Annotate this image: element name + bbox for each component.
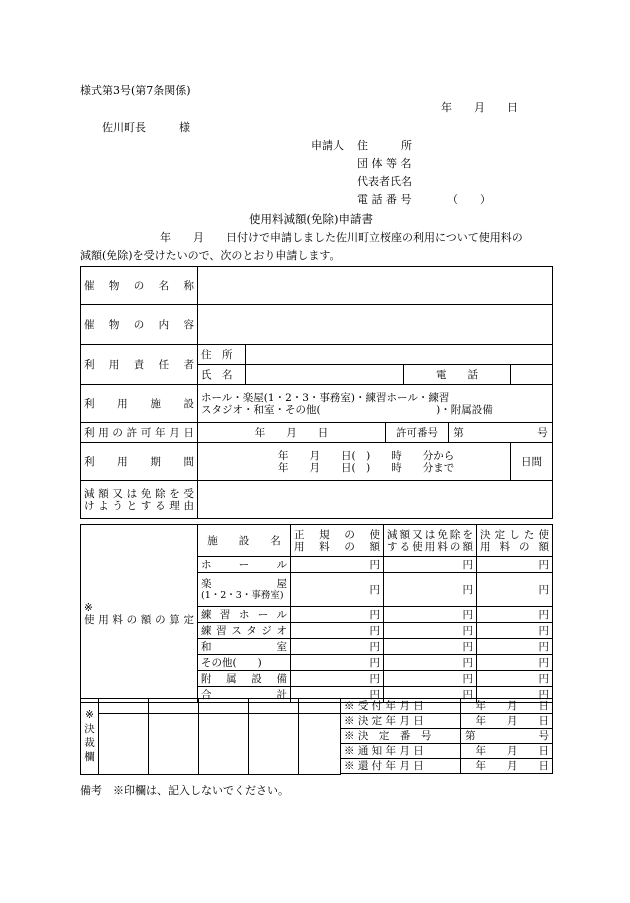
responsible-label: 利用責任者 (81, 345, 198, 385)
fee-regular[interactable]: 円 (291, 639, 384, 655)
stamp-box[interactable] (149, 714, 199, 775)
fee-regular[interactable]: 円 (291, 607, 384, 623)
fee-reduced[interactable]: 円 (384, 557, 477, 573)
document-title: 使用料減額(免除)申請書 (249, 212, 373, 226)
fee-label-cell (81, 525, 198, 703)
application-table (80, 266, 553, 519)
row-event-name (81, 267, 553, 305)
stamp-box[interactable] (199, 714, 249, 775)
row-responsible-address (81, 345, 553, 365)
row-permit (81, 423, 553, 443)
resp-name-field[interactable] (246, 365, 404, 385)
fee-decided[interactable]: 円 (477, 557, 553, 573)
fee-reduced[interactable]: 円 (384, 623, 477, 639)
applicant-org-label: 団 体 等 名 (357, 157, 412, 170)
fee-item-gakuya-sub: (1・2・3・事務室) (201, 590, 284, 601)
fee-decided[interactable]: 円 (477, 655, 553, 671)
row-event-content (81, 305, 553, 345)
fee-table (80, 524, 553, 703)
row-facility (81, 385, 553, 423)
decision-row-value[interactable]: 年 月 日 (461, 759, 553, 774)
decision-row (81, 714, 553, 729)
fee-header-row (81, 525, 553, 557)
fee-label: 使用料の額の算定 (84, 613, 194, 626)
event-name-field[interactable] (198, 267, 553, 305)
note: 備考 ※印欄は、記入しないでください。 (80, 784, 289, 797)
applicant-phone-paren: （ ） (447, 193, 491, 206)
stamp-cell[interactable] (249, 699, 299, 714)
form-number: 様式第3号(第7条関係) (80, 84, 191, 97)
period-label: 利用期間 (81, 443, 198, 481)
applicant-label: 申請人 (311, 139, 344, 152)
event-content-label: 催物の内容 (81, 305, 198, 345)
stamp-cell[interactable] (99, 699, 149, 714)
decision-row-label: ※ 決 定 年 月 日 (341, 714, 461, 729)
fee-item-practice-hall: 練習ホール (198, 607, 291, 623)
resp-phone-field[interactable] (511, 365, 553, 385)
reason-line-2: けようとする理由 (84, 499, 194, 512)
fee-decided[interactable]: 円 (477, 573, 553, 607)
fee-header-facility: 施 設 名 (198, 525, 291, 557)
period-field[interactable] (198, 443, 511, 481)
decision-label: ※ 決 裁 欄 (81, 699, 99, 775)
reason-label (81, 481, 198, 519)
fee-regular[interactable]: 円 (291, 623, 384, 639)
decision-row (81, 699, 553, 714)
fee-decided[interactable]: 円 (477, 687, 553, 703)
decision-row-label: ※ 還 付 年 月 日 (341, 759, 461, 774)
fee-regular[interactable]: 円 (291, 573, 384, 607)
permit-date-value[interactable]: 年 月 日 (198, 423, 386, 443)
decision-row-label: ※ 決 定 番 号 (341, 729, 461, 744)
reason-line-1: 減額又は免除を受 (84, 487, 194, 500)
decision-table (80, 698, 553, 775)
fee-regular[interactable]: 円 (291, 655, 384, 671)
fee-header-regular: 正 規 の 使 用 料 の 額 (291, 525, 384, 557)
intro-line-2: 減額(免除)を受けたいので、次のとおり申請します。 (80, 249, 341, 262)
fee-item-total: 合 計 (198, 687, 291, 703)
fee-decided[interactable]: 円 (477, 639, 553, 655)
resp-address-field[interactable] (246, 345, 553, 365)
stamp-box[interactable] (249, 714, 299, 775)
fee-reduced[interactable]: 円 (384, 655, 477, 671)
facility-line-2: スタジオ・和室・その他( )・附属設備 (201, 403, 493, 416)
stamp-box[interactable] (99, 714, 149, 775)
decision-row-value[interactable]: 年 月 日 (461, 714, 553, 729)
fee-item-gakuya: 楽 屋 (1・2・3・事務室) (198, 573, 291, 607)
applicant-address-label: 住 所 (357, 139, 412, 152)
addressee: 佐川町長 様 (102, 121, 190, 134)
permit-no-label: 許可番号 (386, 423, 449, 443)
permit-no-value[interactable]: 第 号 (449, 423, 553, 443)
facility-label: 利用施設 (81, 385, 198, 423)
fee-item-hall: ホ ー ル (198, 557, 291, 573)
fee-decided[interactable]: 円 (477, 671, 553, 687)
resp-address-label: 住 所 (198, 345, 246, 365)
date-line: 年 月 日 (441, 101, 518, 114)
fee-reduced[interactable]: 円 (384, 671, 477, 687)
row-reason (81, 481, 553, 519)
period-line-2: 年 月 日( ) 時 分まで (278, 461, 455, 474)
fee-mark: ※ (84, 601, 93, 614)
period-line-1: 年 月 日( ) 時 分から (278, 449, 455, 462)
stamp-cell[interactable] (299, 699, 341, 714)
fee-decided[interactable]: 円 (477, 623, 553, 639)
fee-item-washitsu: 和 室 (198, 639, 291, 655)
fee-header-reduced: 減額又は免除を する使用料の額 (384, 525, 477, 557)
resp-name-label: 氏 名 (198, 365, 246, 385)
permit-date-label: 利用の許可年月日 (81, 423, 198, 443)
fee-regular[interactable]: 円 (291, 557, 384, 573)
decision-row-value[interactable]: 年 月 日 (461, 699, 553, 714)
fee-reduced[interactable]: 円 (384, 687, 477, 703)
period-days: 日間 (511, 443, 553, 481)
decision-row-label: ※ 通 知 年 月 日 (341, 744, 461, 759)
stamp-cell[interactable] (149, 699, 199, 714)
row-period (81, 443, 553, 481)
fee-decided[interactable]: 円 (477, 607, 553, 623)
decision-row-value[interactable]: 第 号 (461, 729, 553, 744)
event-name-label: 催物の名称 (81, 267, 198, 305)
facility-options[interactable] (198, 385, 553, 423)
fee-header-decided: 決定した使 用料の額 (477, 525, 553, 557)
fee-item-studio: 練習スタジオ (198, 623, 291, 639)
fee-item-equipment: 附属設備 (198, 671, 291, 687)
stamp-box[interactable] (299, 714, 341, 775)
fee-reduced[interactable]: 円 (384, 573, 477, 607)
reason-field[interactable] (198, 481, 553, 519)
fee-regular[interactable]: 円 (291, 687, 384, 703)
resp-phone-label: 電 話 (404, 365, 511, 385)
fee-regular[interactable]: 円 (291, 671, 384, 687)
decision-row-value[interactable]: 年 月 日 (461, 744, 553, 759)
applicant-rep-label: 代表者氏名 (357, 175, 412, 188)
fee-reduced[interactable]: 円 (384, 639, 477, 655)
applicant-phone-label: 電 話 番 号 (357, 193, 412, 206)
event-content-field[interactable] (198, 305, 553, 345)
facility-line-1: ホール・楽屋(1・2・3・事務室)・練習ホール・練習 (201, 391, 450, 404)
decision-row-label: ※ 受 付 年 月 日 (341, 699, 461, 714)
stamp-cell[interactable] (199, 699, 249, 714)
intro-line-1: 年 月 日付けで申請しました佐川町立桜座の利用について使用料の (160, 231, 523, 244)
fee-reduced[interactable]: 円 (384, 607, 477, 623)
fee-item-other: その他( ) (198, 655, 291, 671)
